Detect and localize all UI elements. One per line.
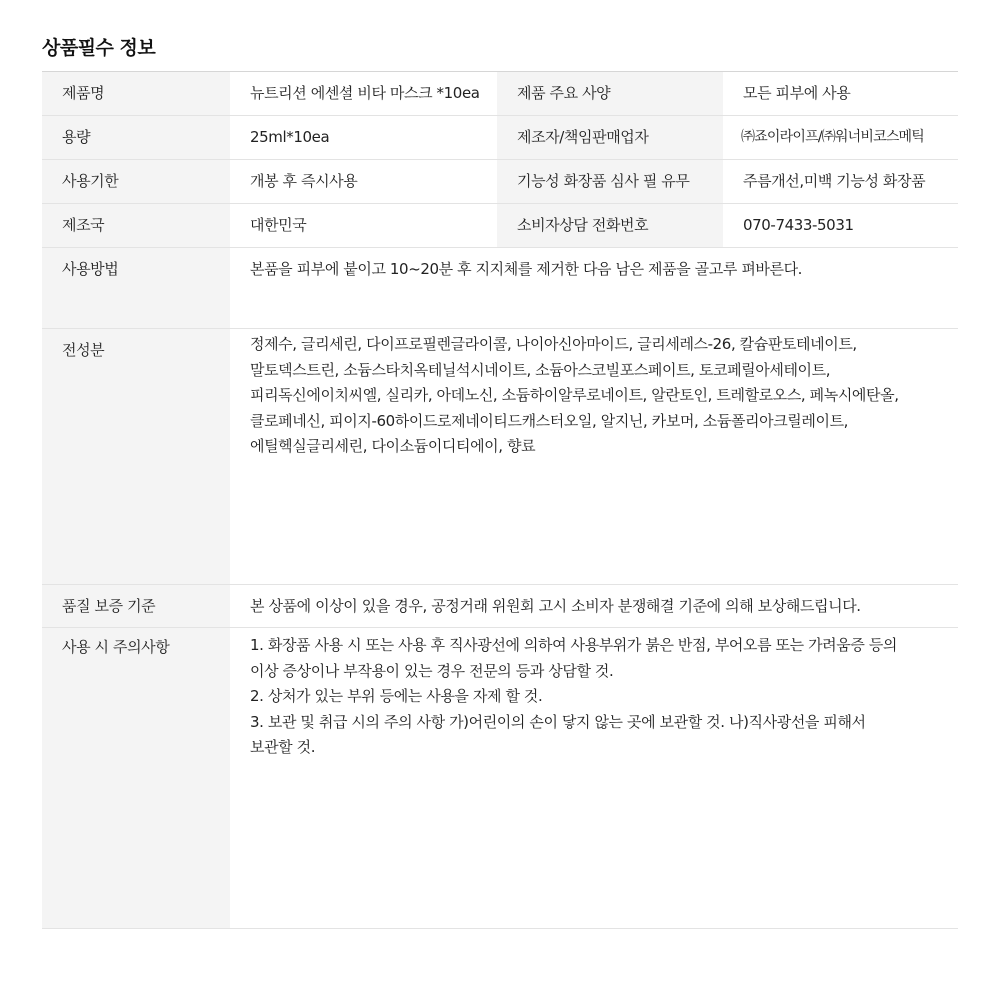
ingredients-line: 말토덱스트린, 소듐스타치옥테닐석시네이트, 소듐아스코빌포스페이트, 토코페릴아세테이트, <box>250 360 831 379</box>
caution-line: 1. 화장품 사용 시 또는 사용 후 직사광선에 의하여 사용부위가 붉은 반점, 부어오름 또는 가려움증 등의 <box>250 636 898 654</box>
value-usage: 본품을 피부에 붙이고 10~20분 후 지지체를 제거한 다음 남은 제품을 골고루 펴바른다. <box>250 260 803 278</box>
label-ingredients: 전성분 <box>62 341 105 359</box>
label-contact: 소비자상담 전화번호 <box>517 216 649 234</box>
ingredients-line: 클로페네신, 피이지-60하이드로제네이티드캐스터오일, 알지닌, 카보머, 소듐폴리아크릴레이트, <box>250 411 849 430</box>
value-ingredients <box>250 329 950 460</box>
label-expiry: 사용기한 <box>62 172 119 190</box>
table-row <box>42 72 958 116</box>
label-country: 제조국 <box>62 216 105 234</box>
label-volume: 용량 <box>62 128 91 146</box>
table-row <box>42 329 958 585</box>
table-row <box>42 116 958 160</box>
table-row <box>42 585 958 628</box>
label-caution: 사용 시 주의사항 <box>62 638 170 656</box>
value-contact: 070-7433-5031 <box>743 216 854 234</box>
value-expiry: 개봉 후 즉시사용 <box>250 172 358 190</box>
section-title: 상품필수 정보 <box>42 37 156 59</box>
table-row <box>42 248 958 329</box>
value-volume: 25ml*10ea <box>250 128 330 146</box>
label-manufacturer: 제조자/책임판매업자 <box>517 128 649 146</box>
ingredients-line: 정제수, 글리세린, 다이프로필렌글라이콜, 나이아신아마이드, 글리세레스-26, 칼슘판토테네이트, <box>250 335 857 353</box>
label-main-spec: 제품 주요 사양 <box>517 84 611 102</box>
label-functional: 기능성 화장품 심사 필 유무 <box>517 172 690 190</box>
value-country: 대한민국 <box>250 216 307 234</box>
label-usage: 사용방법 <box>62 260 119 278</box>
caution-line: 2. 상처가 있는 부위 등에는 사용을 자제 할 것. <box>250 687 543 705</box>
label-product-name: 제품명 <box>62 84 105 102</box>
value-caution <box>250 628 950 761</box>
ingredients-line: 피리독신에이치씨엘, 실리카, 아데노신, 소듐하이알루로네이트, 알란토인, 트레할로오스, 페녹시에탄올, <box>250 386 899 404</box>
value-product-name: 뉴트리션 에센셜 비타 마스크 *10ea <box>250 84 480 102</box>
table-row <box>42 628 958 929</box>
value-main-spec: 모든 피부에 사용 <box>743 84 851 102</box>
ingredients-line: 에틸헥실글리세린, 다이소듐이디티에이, 향료 <box>250 437 536 455</box>
caution-line: 이상 증상이나 부작용이 있는 경우 전문의 등과 상담할 것. <box>250 661 614 680</box>
value-functional: 주름개선,미백 기능성 화장품 <box>743 172 926 190</box>
product-info-table <box>42 71 958 929</box>
value-manufacturer: ㈜죠이라이프/㈜워너비코스메틱 <box>741 129 925 145</box>
value-quality: 본 상품에 이상이 있을 경우, 공정거래 위원회 고시 소비자 분쟁해결 기준에 의해 보상해드립니다. <box>250 597 861 615</box>
label-quality: 품질 보증 기준 <box>62 597 156 615</box>
table-row <box>42 160 958 204</box>
caution-line: 3. 보관 및 취급 시의 주의 사항 가)어린이의 손이 닿지 않는 곳에 보관할 것. 나)직사광선을 피해서 <box>250 712 866 731</box>
table-row <box>42 204 958 248</box>
caution-line: 보관할 것. <box>250 738 316 756</box>
